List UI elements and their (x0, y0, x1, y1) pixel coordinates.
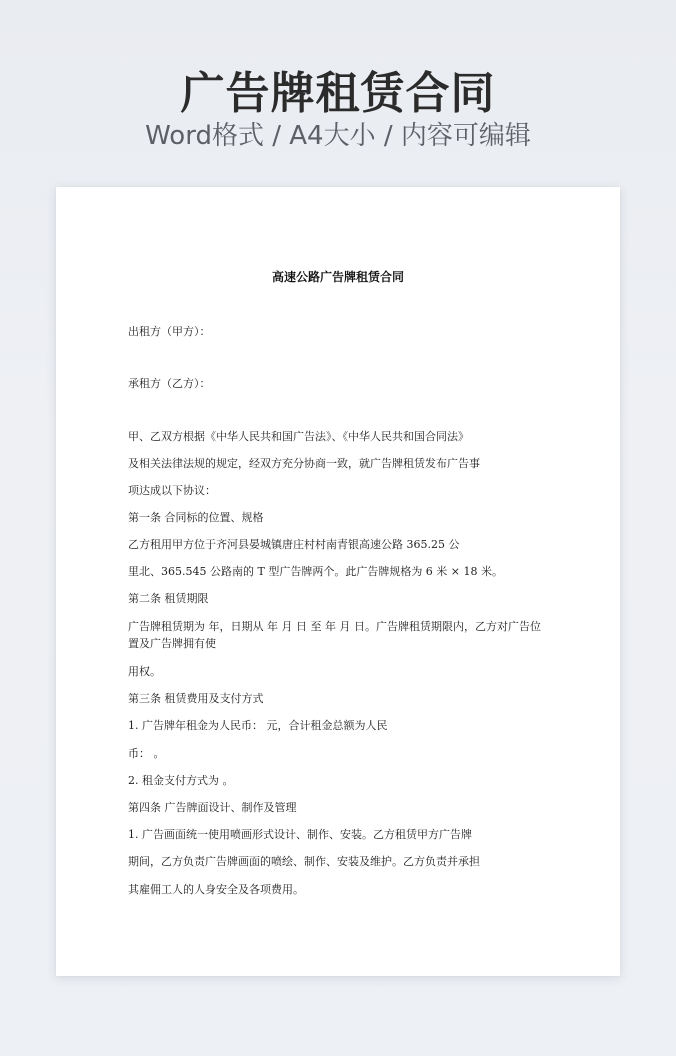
paragraph-line: 置及广告牌拥有使 (128, 637, 216, 650)
paragraph-line: 其雇佣工人的人身安全及各项费用。 (128, 883, 304, 896)
document-title: 高速公路广告牌租赁合同 (271, 270, 404, 284)
paragraph-line: 广告牌租赁期为 年，日期从 年 月 日 至 年 月 日。广告牌租赁期限内，乙方对广告位 (128, 620, 541, 633)
lessor-line: 出租方（甲方）： (128, 325, 211, 338)
paragraph-line: 1. 广告牌年租金为人民币： 元，合计租金总额为人民 (128, 719, 388, 732)
paragraph-line: 乙方租用甲方位于齐河县晏城镇唐庄村村南青银高速公路 365.25 公 (128, 538, 460, 551)
paragraph-line: 甲、乙双方根据《中华人民共和国广告法》、《中华人民共和国合同法》 (128, 430, 469, 443)
paragraph-line: 里北、365.545 公路南的 T 型广告牌两个。此广告牌规格为 6 米 × 18 米。 (128, 565, 504, 578)
lessee-line: 承租方（乙方）： (128, 377, 211, 390)
banner-subtitle: Word格式 / A4大小 / 内容可编辑 (145, 121, 531, 151)
paragraph-line: 1. 广告画面统一使用喷画形式设计、制作、安装。乙方租赁甲方广告牌 (128, 828, 472, 841)
section-heading: 第二条 租赁期限 (128, 592, 209, 605)
paragraph-line: 及相关法律法规的规定，经双方充分协商一致，就广告牌租赁发布广告事 (128, 457, 480, 470)
banner-title: 广告牌租赁合同 (180, 68, 496, 119)
section-heading: 第三条 租赁费用及支付方式 (128, 692, 264, 705)
document-page (56, 187, 620, 976)
paragraph-line: 期间，乙方负责广告牌画面的喷绘、制作、安装及维护。乙方负责并承担 (128, 855, 480, 868)
paragraph-line: 项达成以下协议： (128, 484, 216, 497)
section-heading: 第一条 合同标的位置、规格 (128, 511, 264, 524)
section-heading: 第四条 广告牌面设计、制作及管理 (128, 801, 297, 814)
paragraph-line: 币： 。 (128, 747, 165, 760)
paragraph-line: 用权。 (128, 665, 161, 678)
paragraph-line: 2. 租金支付方式为 。 (128, 774, 234, 787)
